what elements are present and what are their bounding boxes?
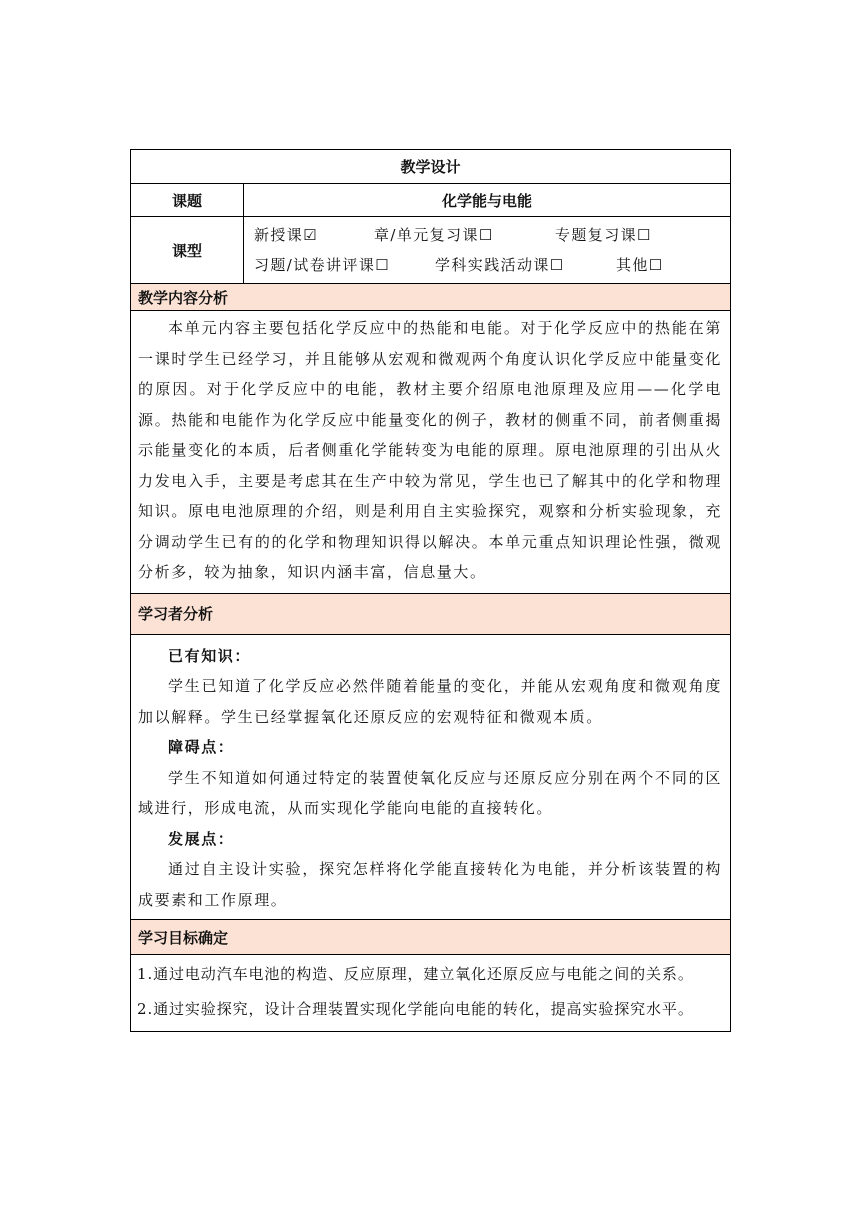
topic-label: 课题 <box>131 184 244 217</box>
option-other[interactable]: 其他☐ <box>616 256 664 274</box>
learner-analysis-body <box>131 634 731 920</box>
topic-value: 化学能与电能 <box>244 184 731 217</box>
development-text: 通过自主设计实验，探究怎样将化学能直接转化为电能，并分析该装置的构成要素和工作原理。 <box>138 860 723 909</box>
lesson-type-line-2 <box>244 250 730 280</box>
option-new-lesson[interactable]: 新授课☑ <box>254 226 319 244</box>
obstacle-text: 学生不知道如何通过特定的装置使氧化反应与还原反应分别在两个不同的区域进行，形成电流，从而实现化学能向电能的直接转化。 <box>138 768 723 817</box>
option-chapter-review[interactable]: 章/单元复习课☐ <box>374 226 494 244</box>
learning-goals-heading: 学习目标确定 <box>131 920 731 955</box>
option-exercise-review[interactable]: 习题/试卷讲评课☐ <box>254 256 391 274</box>
content-analysis-text: 本单元内容主要包括化学反应中的热能和电能。对于化学反应中的热能在第一课时学生已经学习，并且能够从宏观和微观两个角度认识化学反应中能量变化的原因。对于化学反应中的电能，教材主要介绍原电池原理及应用——化学电源。热能和电能作为化学反应中能量变化的例子，教材的侧重不同，前者侧重揭示能量变化的本质，后者侧重化学能转变为电能的原理。原电池原理的引出从火力发电入手，主要是考虑其在生产中较为常见，学生也已了解其中的化学和物理知识。原电电池原理的介绍，则是利用自主实验探究，观察和分析实验现象，充分调动学生已有的的化学和物理知识得以解决。本单元重点知识理论性强，微观分析多，较为抽象，知识内涵丰富，信息量大。 <box>138 319 723 581</box>
lesson-design-document <box>130 149 730 1032</box>
content-analysis-body <box>131 311 731 594</box>
existing-knowledge-label: 已有知识： <box>168 646 252 665</box>
document-title: 教学设计 <box>131 150 731 184</box>
lesson-design-table <box>130 149 731 1032</box>
obstacle-label: 障碍点： <box>168 738 235 756</box>
learner-analysis-heading: 学习者分析 <box>131 593 731 634</box>
lesson-type-line-1 <box>244 220 730 250</box>
development-label: 发展点： <box>168 829 235 848</box>
lesson-type-options <box>244 217 731 284</box>
content-analysis-heading: 教学内容分析 <box>131 284 731 311</box>
learning-goal-item: 1.通过电动汽车电池的构造、反应原理，建立氧化还原反应与电能之间的关系。 <box>137 965 694 983</box>
option-practice-activity[interactable]: 学科实践活动课☐ <box>435 256 565 274</box>
option-topic-review[interactable]: 专题复习课☐ <box>555 226 652 244</box>
learning-goal-item: 2.通过实验探究，设计合理装置实现化学能向电能的转化，提高实验探究水平。 <box>137 1000 694 1018</box>
existing-knowledge-text: 学生已知道了化学反应必然伴随着能量的变化，并能从宏观角度和微观角度加以解释。学生已经掌握氧化还原反应的宏观特征和微观本质。 <box>138 677 723 726</box>
lesson-type-label: 课型 <box>131 217 244 284</box>
learning-goals-body <box>131 955 731 1032</box>
